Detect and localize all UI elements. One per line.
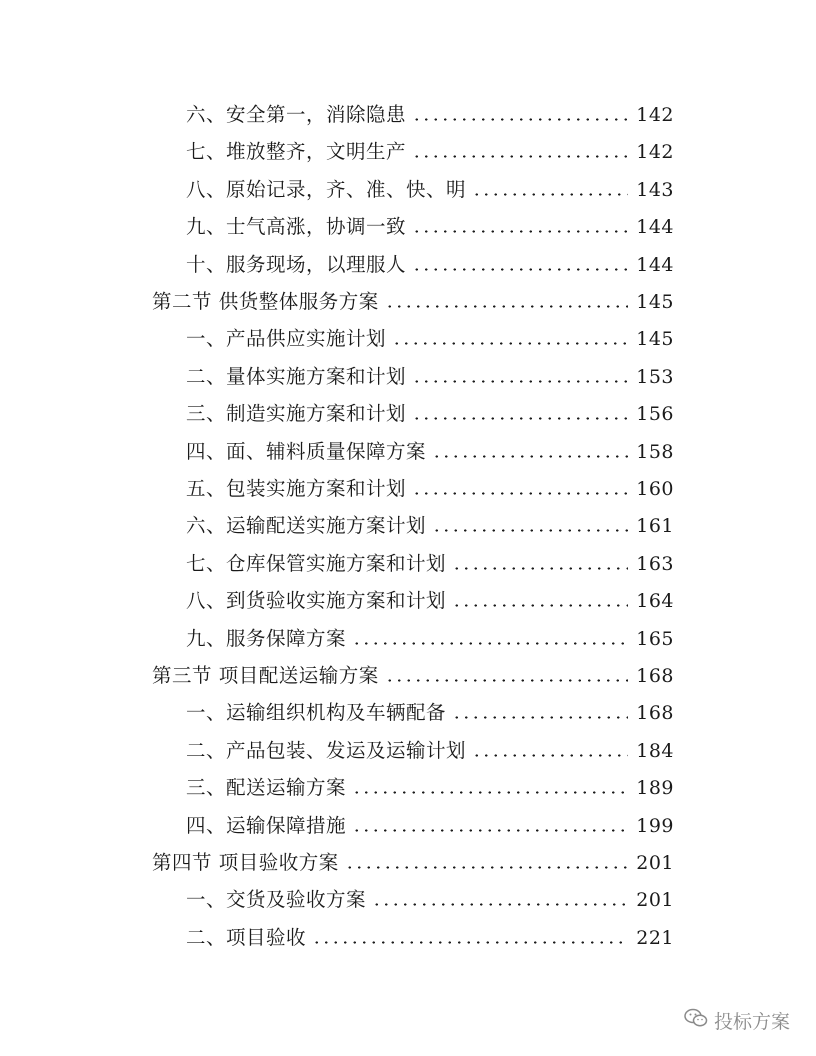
toc-entry-title: 三、配送运输方案 [186, 776, 347, 800]
toc-dot-leader [392, 342, 628, 345]
toc-entry-page-number: 143 [636, 178, 674, 201]
toc-entry-title: 三、制造实施方案和计划 [186, 402, 407, 426]
toc-entry [186, 212, 674, 242]
toc-dot-leader [472, 193, 628, 196]
toc-entry-title: 一、产品供应实施计划 [186, 327, 387, 351]
watermark [684, 1007, 790, 1034]
toc-entry-page-number: 201 [636, 852, 674, 874]
toc-dot-leader [352, 791, 628, 794]
toc-entry-title: 六、安全第一，消除隐患 [186, 103, 407, 126]
toc-entry [186, 250, 674, 280]
toc-entry-page-number: 156 [636, 403, 674, 426]
toc-entry [186, 811, 674, 841]
toc-dot-leader [385, 305, 629, 308]
toc-entry-page-number: 221 [636, 926, 674, 949]
toc-dot-leader [452, 716, 628, 719]
toc-dot-leader [352, 642, 628, 645]
toc-entry-title: 七、仓库保管实施方案和计划 [186, 551, 447, 575]
toc-entry-page-number: 199 [636, 814, 674, 837]
toc-entry-page-number: 144 [636, 216, 674, 239]
toc-dot-leader [412, 417, 628, 420]
toc-dot-leader [312, 941, 628, 944]
toc-entry [186, 437, 674, 467]
toc-entry-title: 第二节 供货整体服务方案 [152, 290, 379, 313]
toc-entry-page-number: 168 [636, 702, 674, 725]
wechat-icon [684, 1008, 714, 1033]
toc-entry-title: 一、交货及验收方案 [186, 888, 367, 912]
toc-entry-page-number: 158 [636, 440, 674, 463]
toc-entry-page-number: 153 [636, 365, 674, 388]
toc-entry [186, 586, 674, 616]
toc-entry [186, 923, 674, 953]
watermark-text: 投标方案 [713, 1011, 790, 1033]
toc-entry [186, 885, 674, 915]
toc-entry [186, 324, 674, 354]
toc-entry-title: 八、原始记录，齐、准、快、明 [186, 177, 467, 201]
toc-entry [186, 175, 674, 205]
toc-entry [186, 362, 674, 392]
toc-dot-leader [472, 754, 628, 757]
toc-entry [186, 624, 674, 654]
toc-entry-page-number: 145 [636, 328, 674, 351]
toc-dot-leader [385, 679, 629, 682]
toc-entry-page-number: 163 [636, 552, 674, 575]
toc-entry [186, 698, 674, 728]
toc-entry [186, 773, 674, 803]
toc-entry-title: 第三节 项目配送运输方案 [152, 664, 379, 687]
toc-entry-title: 九、服务保障方案 [186, 626, 347, 650]
toc-entry-page-number: 142 [636, 104, 674, 126]
toc-entry-page-number: 201 [636, 889, 674, 912]
toc-dot-leader [372, 903, 628, 906]
toc-dot-leader [412, 155, 628, 158]
toc-dot-leader [345, 866, 629, 869]
toc-dot-leader [432, 529, 628, 532]
toc-dot-leader [412, 230, 628, 233]
toc-entry-title: 七、堆放整齐，文明生产 [186, 140, 407, 164]
toc-entry-page-number: 164 [636, 590, 674, 613]
toc-dot-leader [452, 604, 628, 607]
toc-dot-leader [352, 829, 628, 832]
toc-dot-leader [412, 380, 628, 383]
toc-section-entry [152, 661, 674, 691]
toc-entry-title: 九、士气高涨，协调一致 [186, 215, 407, 239]
toc-entry-page-number: 160 [636, 478, 674, 500]
toc-entry-title: 八、到货验收实施方案和计划 [186, 589, 447, 613]
toc-entry [186, 399, 674, 429]
toc-dot-leader [432, 455, 628, 458]
toc-entry [186, 549, 674, 579]
toc-entry-title: 第四节 项目验收方案 [152, 851, 339, 874]
toc-section-entry [152, 287, 674, 317]
toc-entry-page-number: 165 [636, 627, 674, 650]
toc-entry-page-number: 145 [636, 291, 674, 313]
toc-entry-title: 四、面、辅料质量保障方案 [186, 439, 427, 463]
toc-dot-leader [412, 492, 628, 495]
toc-entry-title: 二、项目验收 [186, 925, 307, 949]
toc-entry-page-number: 144 [636, 253, 674, 276]
toc-entry [186, 511, 674, 541]
toc-entry-page-number: 184 [636, 739, 674, 762]
toc-entry-page-number: 168 [636, 665, 674, 687]
toc-dot-leader [412, 118, 628, 121]
toc-dot-leader [452, 567, 628, 570]
toc-entry-title: 十、服务现场，以理服人 [186, 252, 407, 276]
toc-entry-title: 六、运输配送实施方案计划 [186, 514, 427, 538]
toc-entry-title: 二、量体实施方案和计划 [186, 364, 407, 388]
toc-entry-page-number: 161 [636, 515, 674, 538]
toc-entry-title: 五、包装实施方案和计划 [186, 477, 407, 500]
toc-entry-page-number: 189 [636, 777, 674, 800]
toc-entry [186, 137, 674, 167]
toc-entry-title: 一、运输组织机构及车辆配备 [186, 701, 447, 725]
toc-dot-leader [412, 268, 628, 271]
toc-entry [186, 736, 674, 766]
toc-entry-title: 二、产品包装、发运及运输计划 [186, 738, 467, 762]
toc-entry [186, 474, 674, 504]
toc-entry-page-number: 142 [636, 141, 674, 164]
toc-entry [186, 100, 674, 130]
toc-entry-title: 四、运输保障措施 [186, 813, 347, 837]
toc-section-entry [152, 848, 674, 878]
